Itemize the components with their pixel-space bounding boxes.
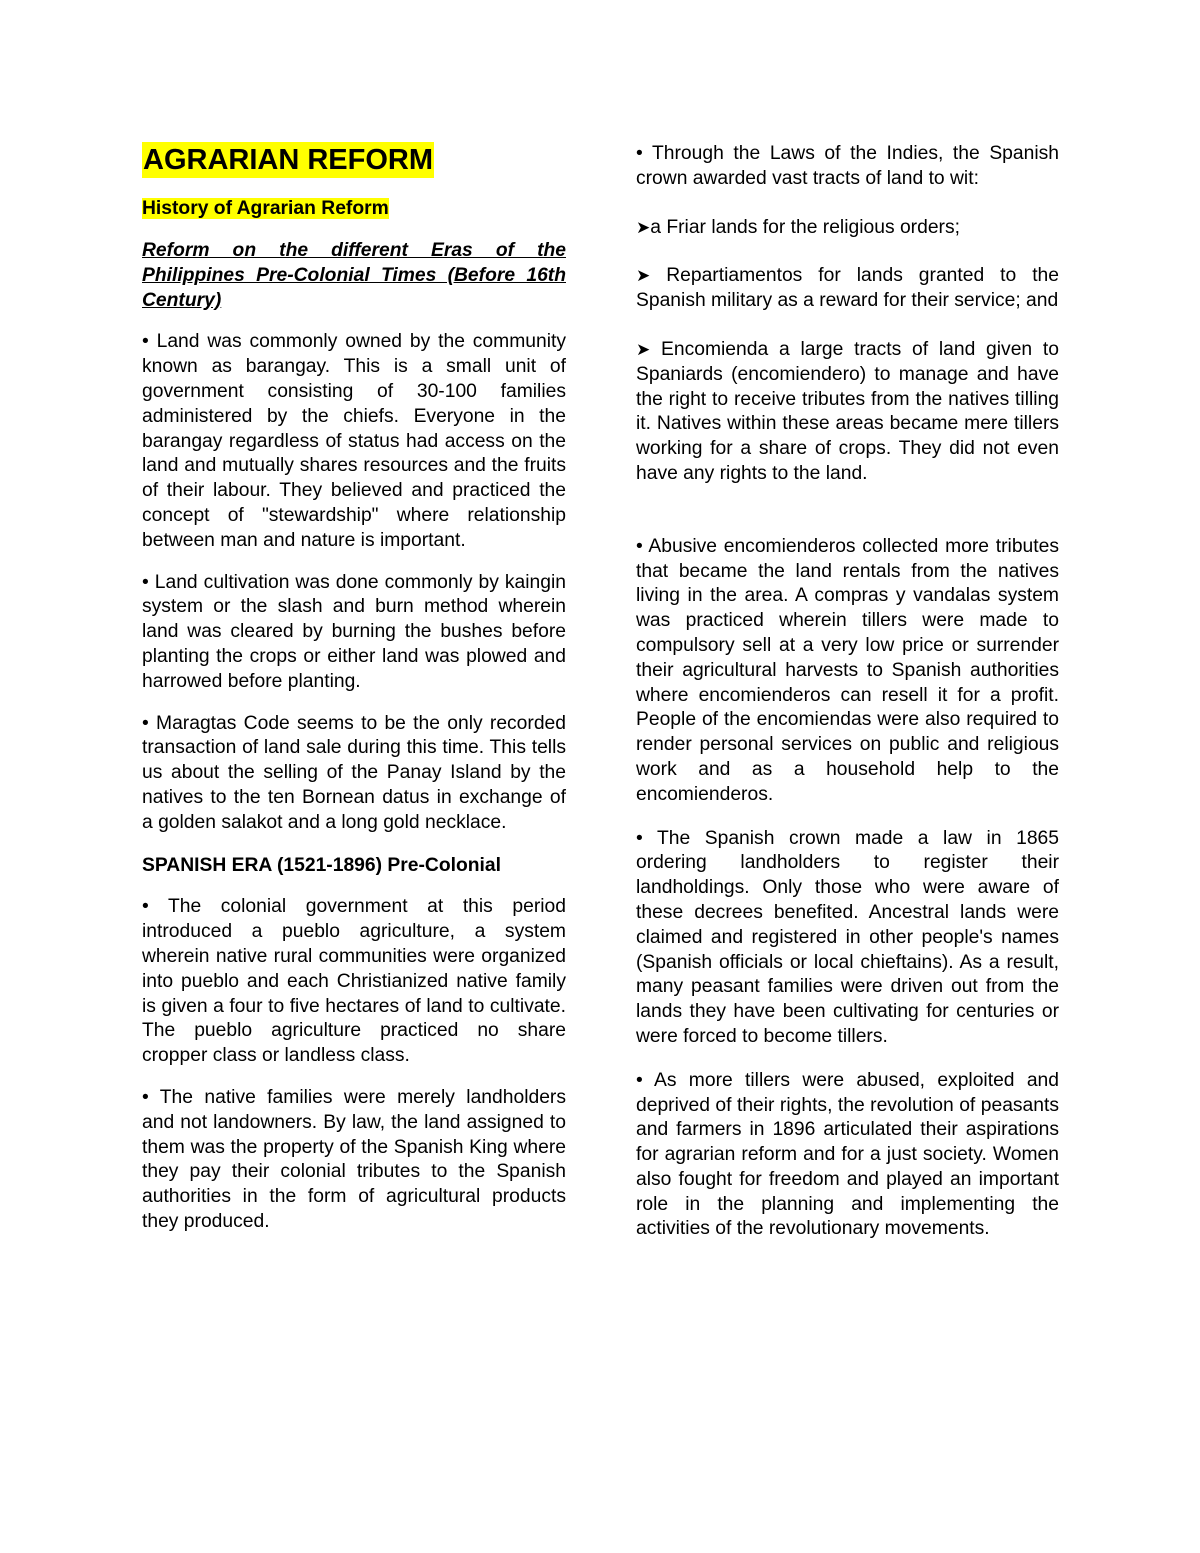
document-subtitle: History of Agrarian Reform — [142, 198, 389, 219]
bullet-encomienda — [636, 338, 1059, 487]
paragraph-kaingin: • Land cultivation was done commonly by kaingin system or the slash and burn method wherein land was cleared by burning the bushes before planting the crops or either land was plowed and harrowed before planting. — [142, 571, 566, 692]
document-title: AGRARIAN REFORM — [143, 144, 433, 176]
arrow-bullet-icon: ➤ — [636, 339, 651, 359]
subtitle-wrapper — [142, 196, 566, 222]
right-column — [636, 142, 1059, 1242]
paragraph-laws-of-indies: • Through the Laws of the Indies, the Spanish crown awarded vast tracts of land to wit: — [636, 143, 1059, 189]
paragraph-landholders: • The native families were merely landholders and not landowners. By law, the land assigned to them was the property of the Spanish King where they pay their colonial tributes to the Spanish authorities in the form of agricultural products they produced. — [142, 1086, 566, 1232]
bullet-friar-lands-text: a Friar lands for the religious orders; — [650, 216, 960, 238]
paragraph-1865-law: • The Spanish crown made a law in 1865 ordering landholders to register their landholdings. Only those who were aware of these decrees benefited. Ancestral lands were claimed and registered in other people's names (Spanish officials or local chieftains). As a result, many peasant families were driven out from the lands they have been cultivating for centuries or were forced to become tillers. — [636, 827, 1059, 1047]
bullet-encomienda-text: Encomienda a large tracts of land given to Spaniards (encomiendero) to manage and have the right to receive tributes from the natives tilling it. Natives within these areas became mere tillers working for a share of crops. They did not even have any rights to the land. — [636, 338, 1059, 484]
paragraph-abusive-encomienderos: • Abusive encomienderos collected more tributes that became the land rentals from the natives living in the area. A compras y vandalas system was practiced wherein tillers were made to compulsory sell at a very low price or surrender their agricultural harvests to Spanish authorities where encomienderos can resell it for a profit. People of the encomiendas were also required to render personal services on public and religious work and as a household help to the encomienderos. — [636, 535, 1059, 805]
paragraph-maragtas: • Maragtas Code seems to be the only recorded transaction of land sale during this time. This tells us about the selling of the Panay Island by the natives to the ten Bornean datus in exchange of a golden salakot and a long gold necklace. — [142, 712, 566, 833]
arrow-bullet-icon: ➤ — [636, 266, 651, 286]
era-heading: Reform on the different Eras of the Philippines Pre-Colonial Times (Before 16th Century) — [142, 240, 566, 311]
paragraph-barangay: • Land was commonly owned by the community known as barangay. This is a small unit of government consisting of 30-100 families administered by the chiefs. Everyone in the barangay regardless of status had access on the land and mutually shares resources and the fruits of their labour. They believed and practiced the concept of "stewardship" where relationship between man and nature is important. — [142, 331, 566, 551]
bullet-friar-lands — [636, 216, 1059, 241]
spanish-era-heading: SPANISH ERA (1521-1896) Pre-Colonial — [142, 854, 501, 876]
left-column — [142, 138, 566, 1235]
arrow-bullet-icon: ➤ — [636, 217, 651, 237]
bullet-repartiamentos — [636, 264, 1059, 314]
paragraph-revolution: • As more tillers were abused, exploited and deprived of their rights, the revolution of peasants and farmers in 1896 articulated their aspirations for agrarian reform and for a just society. Women also fought for freedom and played an important role in the planning and implementing the activities of the revolutionary movements. — [636, 1069, 1059, 1240]
bullet-repartiamentos-text: Repartiamentos for lands granted to the Spanish military as a reward for their service; and — [636, 265, 1059, 312]
paragraph-pueblo: • The colonial government at this period introduced a pueblo agriculture, a system wherein native rural communities were organized into pueblo and each Christianized native family is given a four to five hectares of land to cultivate. The pueblo agriculture practiced no share cropper class or landless class. — [142, 896, 566, 1067]
